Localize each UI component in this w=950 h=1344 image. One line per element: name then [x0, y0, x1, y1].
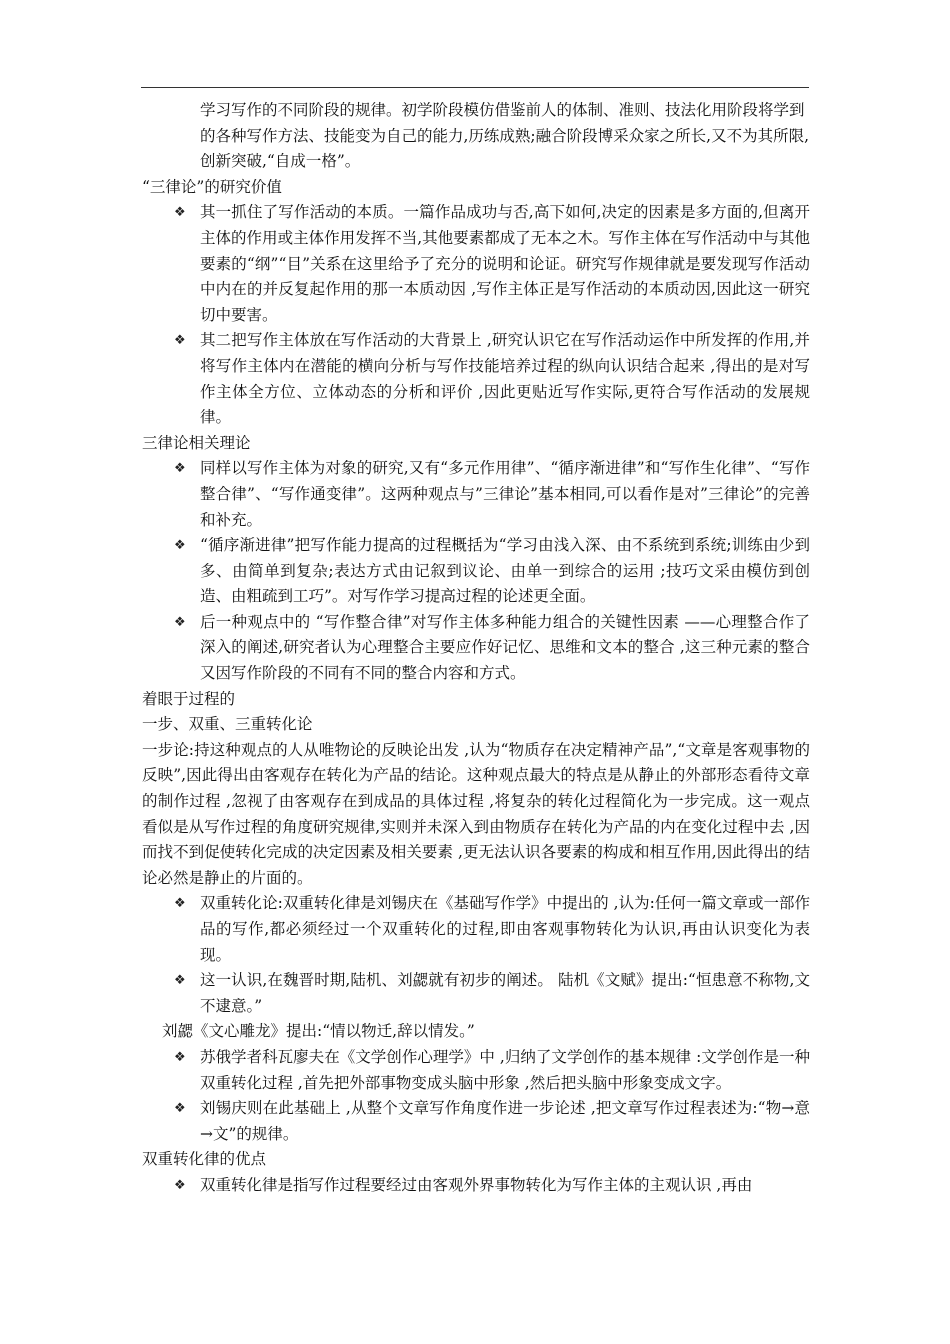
bullet-item — [142, 1045, 810, 1096]
diamond-bullet-icon: ❖ — [174, 205, 186, 221]
section-heading: 双重转化律的优点 — [142, 1150, 267, 1169]
bullet-item — [142, 456, 810, 533]
bullet-text: 刘锡庆则在此基础上 ,从整个文章写作角度作进一步论述 ,把文章写作过程表述为:“物→意→文”的规律。 — [200, 1099, 810, 1143]
bullet-text: 其一抓住了写作活动的本质。一篇作品成功与否,高下如何,决定的因素是多方面的,但离开主体的作用或主体作用发挥不当,其他要素都成了无本之木。写作主体在写作活动中与其他要素的“纲”“目”关系在这里给予了充分的说明和论证。研究写作规律就是要发现写作活动中内在的并反复起作用的那一本质动因 ,写作主体正是写作活动的本质动因,因此这一研究切中要害。 — [200, 203, 810, 324]
diamond-bullet-icon: ❖ — [174, 973, 186, 989]
bullet-text: 苏俄学者科瓦廖夫在《文学创作心理学》中 ,归纳了文学创作的基本规律 :文学创作是一种双重转化过程 ,首先把外部事物变成头脑中形象 ,然后把头脑中形象变成文字。 — [200, 1047, 810, 1092]
bullet-text: 其二把写作主体放在写作活动的大背景上 ,研究认识它在写作活动运作中所发挥的作用,并将写作主体内在潜能的横向分析与写作技能培养过程的纵向认识结合起来 ,得出的是对写作主体全方位、立体动态的分析和评价 ,因此更贴近写作实际,更符合写作活动的发展规律。 — [200, 331, 810, 427]
bullet-text: 后一种观点中的 “写作整合律”对写作主体多种能力组合的关键性因素 ——心理整合作了深入的阐述,研究者认为心理整合主要应作好记忆、思维和文本的整合 ,这三种元素的整合又因写作阶段的不同有不同的整合内容和方式。 — [200, 612, 810, 683]
bullet-item — [142, 891, 810, 968]
bullet-item — [142, 533, 810, 610]
diamond-bullet-icon: ❖ — [174, 538, 186, 554]
bullet-item — [142, 610, 810, 687]
bullet-item — [142, 968, 810, 1019]
bullet-text: 双重转化论:双重转化律是刘锡庆在《基础写作学》中提出的 ,认为:任何一篇文章或一部作品的写作,都必须经过一个双重转化的过程,即由客观事物转化为认识,再由认识变化为表现。 — [200, 894, 810, 964]
diamond-bullet-icon: ❖ — [174, 1049, 186, 1065]
diamond-bullet-icon: ❖ — [174, 461, 186, 477]
bullet-text: “循序渐进律”把写作能力提高的过程概括为“学习由浅入深、由不系统到系统;训练由少到多、由简单到复杂;表达方式由记叙到议论、由单一到综合的运用 ;技巧文采由模仿到创造、由粗疏到工巧”。对写作学习提高过程的论述更全面。 — [200, 536, 810, 606]
bullet-text: 这一认识,在魏晋时期,陆机、刘勰就有初步的阐述。 陆机《文赋》提出:“恒患意不称物,文不逮意。” — [200, 971, 810, 1015]
bullet-item — [142, 1096, 810, 1147]
section-heading: 着眼于过程的 — [142, 689, 236, 708]
section-heading: 一步、双重、三重转化论 — [142, 715, 313, 734]
bullet-item — [142, 200, 810, 328]
indented-line: 刘勰《文心雕龙》提出:“情以物迁,辞以情发。” — [162, 1022, 475, 1041]
diamond-bullet-icon: ❖ — [174, 1177, 186, 1193]
diamond-bullet-icon: ❖ — [174, 333, 186, 349]
bullet-text: 同样以写作主体为对象的研究,又有“多元作用律”、“循序渐进律”和“写作生化律”、“写作整合律”、“写作通变律”。这两种观点与”三律论”基本相同,可以看作是对”三律论”的完善和补充。 — [200, 459, 810, 529]
continuation-paragraph: 学习写作的不同阶段的规律。初学阶段模仿借鉴前人的体制、准则、技法化用阶段将学到的各种写作方法、技能变为自己的能力,历练成熟;融合阶段博采众家之所长,又不为其所限,创新突破,“自成一格”。 — [200, 101, 810, 171]
section-heading: 三律论相关理论 — [142, 433, 251, 452]
diamond-bullet-icon: ❖ — [174, 1101, 186, 1117]
diamond-bullet-icon: ❖ — [174, 614, 186, 630]
body-paragraph: 一步论:持这种观点的人从唯物论的反映论出发 ,认为“物质存在决定精神产品”,“文章是客观事物的反映”,因此得出由客观存在转化为产品的结论。这种观点最大的特点是从静止的外部形态看待文章的制作过程 ,忽视了由客观存在到成品的具体过程 ,将复杂的转化过程简化为一步完成。这一观点看似是从写作过程的角度研究规律,实则并未深入到由物质存在转化为产品的内在变化过程中去 ,因而找不到促使转化完成的决定因素及相关要素 ,更无法认识各要素的构成和相互作用,因此得出的结论必然是静止的片面的。 — [142, 740, 810, 887]
bullet-text: 双重转化律是指写作过程要经过由客观外界事物转化为写作主体的主观认识 ,再由 — [200, 1175, 753, 1194]
diamond-bullet-icon: ❖ — [174, 896, 186, 912]
header-rule — [141, 87, 809, 88]
bullet-item — [142, 1173, 810, 1199]
section-heading: “三律论”的研究价值 — [142, 177, 282, 196]
bullet-item — [142, 328, 810, 430]
document-body — [142, 98, 810, 1199]
